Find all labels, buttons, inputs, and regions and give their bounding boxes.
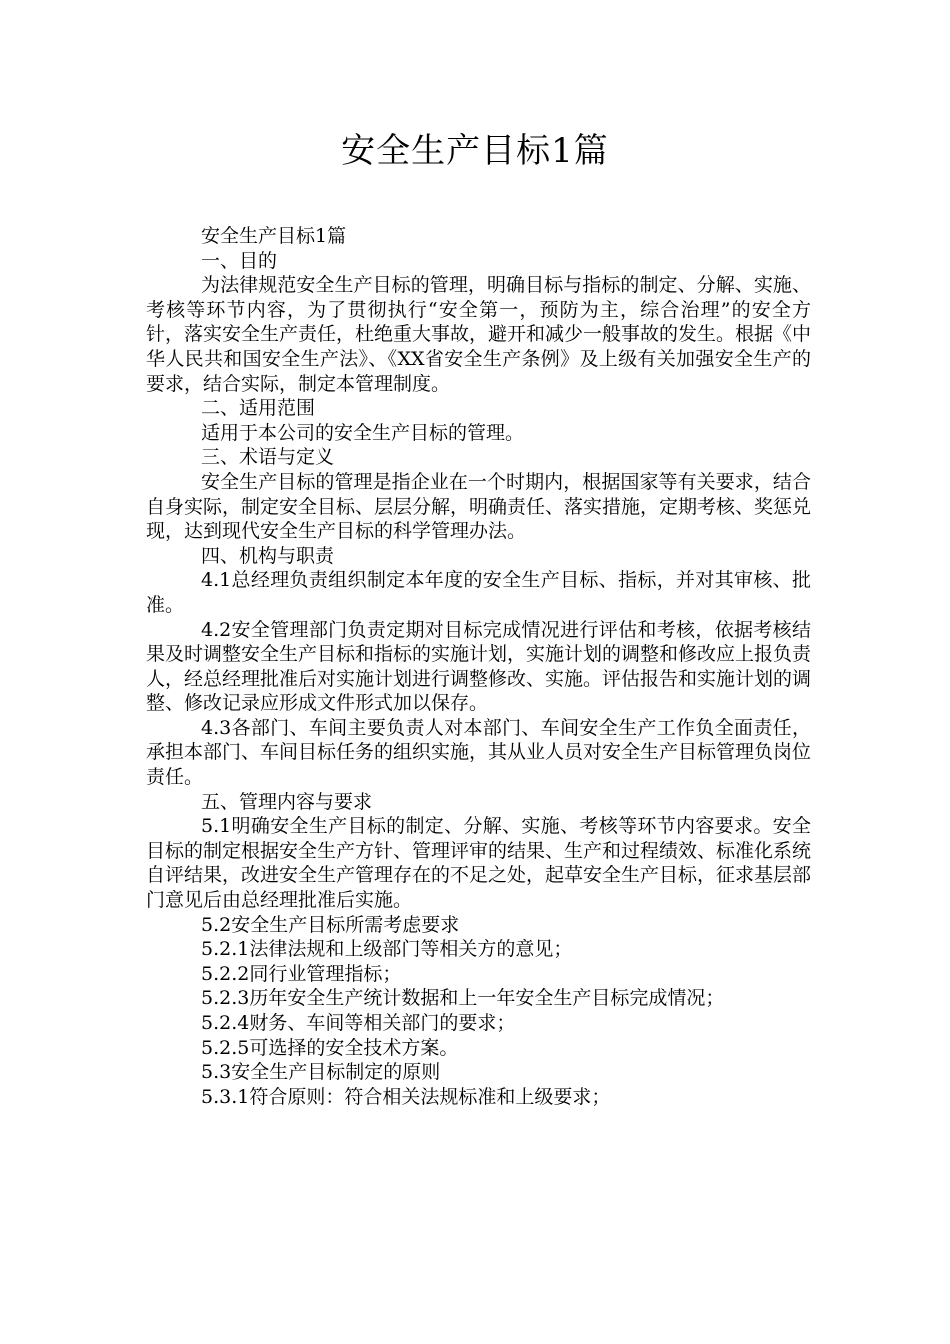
- paragraph-4-3: 4.3各部门、车间主要负责人对本部门、车间安全生产工作负全面责任，承担本部门、车间目标任务的组织实施，其从业人员对安全生产目标管理负岗位责任。: [146, 716, 812, 789]
- paragraph-5-3-1: 5.3.1符合原则：符合相关法规标准和上级要求；: [201, 1085, 611, 1108]
- heading-definitions: 三、术语与定义: [201, 446, 335, 469]
- document-body: [146, 224, 811, 1109]
- paragraph-subtitle: 安全生产目标1篇: [201, 225, 347, 247]
- paragraph-4-1: 4.1总经理负责组织制定本年度的安全生产目标、指标，并对其审核、批准。: [146, 569, 811, 616]
- paragraph-5-2-4: 5.2.4财务、车间等相关部门的要求；: [201, 1012, 516, 1034]
- heading-purpose: 一、目的: [201, 249, 278, 272]
- heading-requirements: 五、管理内容与要求: [201, 790, 373, 813]
- paragraph-5-1: 5.1明确安全生产目标的制定、分解、实施、考核等环节内容要求。安全目标的制定根据安全生产方针、管理评审的结果、生产和过程绩效、标准化系统自评结果，改进安全生产管理存在的不足之处，起草安全生产目标，征求基层部门意见后由总经理批准后实施。: [146, 815, 812, 912]
- paragraph-5-3: 5.3安全生产目标制定的原则: [201, 1061, 441, 1084]
- document-title: 安全生产目标1篇: [341, 131, 609, 171]
- paragraph-purpose: 为法律规范安全生产目标的管理，明确目标与指标的制定、分解、实施、考核等环节内容，为了贯彻执行“安全第一，预防为主，综合治理”的安全方针，落实安全生产责任，杜绝重大事故，避开和减少一般事故的发生。根据《中华人民共和国安全生产法》、《XX省安全生产条例》及上级有关加强安全生产的要求，结合实际，制定本管理制度。: [146, 274, 812, 395]
- paragraph-scope: 适用于本公司的安全生产目标的管理。: [201, 421, 525, 444]
- heading-organization: 四、机构与职责: [201, 544, 335, 567]
- heading-scope: 二、适用范围: [201, 397, 316, 420]
- paragraph-5-2-2: 5.2.2同行业管理指标；: [201, 962, 402, 985]
- paragraph-4-2: 4.2安全管理部门负责定期对目标完成情况进行评估和考核，依据考核结果及时调整安全生产目标和指标的实施计划，实施计划的调整和修改应上报负责人，经总经理批准后对实施计划进行调整修改、实施。评估报告和实施计划的调整、修改记录应形成文件形式加以保存。: [146, 618, 812, 715]
- paragraph-5-2-3: 5.2.3历年安全生产统计数据和上一年安全生产目标完成情况；: [201, 987, 725, 1010]
- paragraph-definitions: 安全生产目标的管理是指企业在一个时期内，根据国家等有关要求，结合自身实际，制定安全目标、层层分解，明确责任、落实措施，定期考核、奖惩兑现，达到现代安全生产目标的科学管理办法。: [146, 470, 812, 543]
- paragraph-5-2-5: 5.2.5可选择的安全技术方案。: [201, 1036, 459, 1059]
- paragraph-5-2-1: 5.2.1法律法规和上级部门等相关方的意见；: [201, 938, 573, 961]
- paragraph-5-2: 5.2安全生产目标所需考虑要求: [201, 913, 460, 936]
